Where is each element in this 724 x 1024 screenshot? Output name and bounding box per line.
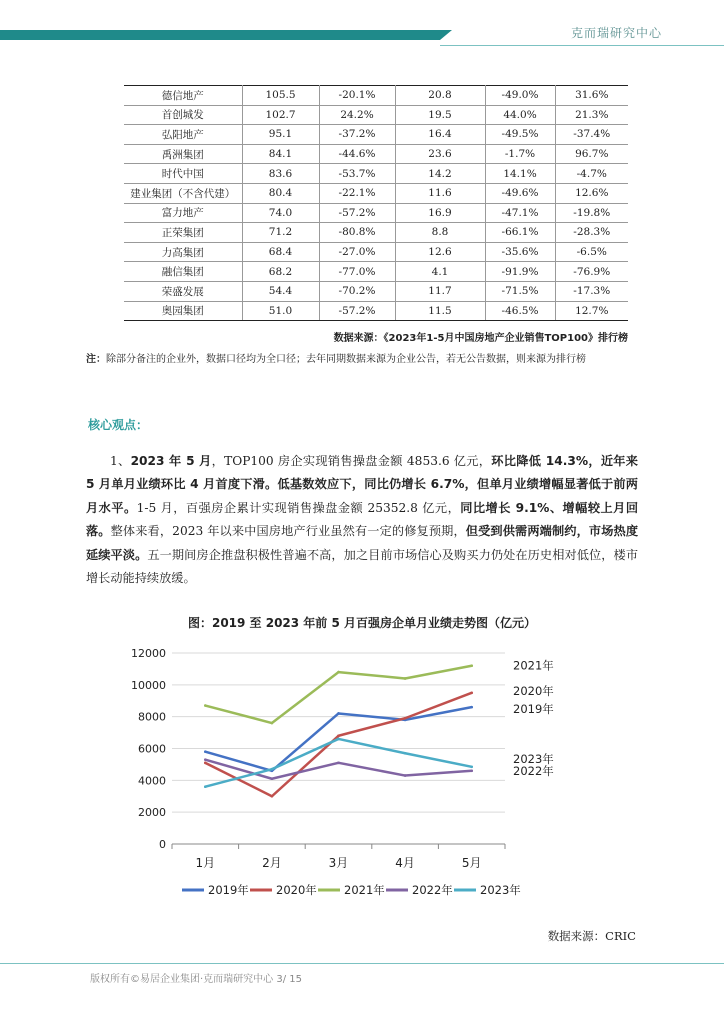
value-cell: 4.1 bbox=[395, 262, 485, 282]
ranking-table bbox=[124, 85, 628, 321]
value-cell: 12.6% bbox=[555, 183, 628, 203]
value-cell: -53.7% bbox=[319, 164, 395, 184]
y-tick-label: 4000 bbox=[138, 774, 166, 788]
value-cell: 24.2% bbox=[319, 105, 395, 125]
table-row bbox=[124, 183, 628, 203]
y-tick-label: 6000 bbox=[138, 742, 166, 756]
legend-label: 2021年 bbox=[344, 883, 385, 897]
legend-label: 2020年 bbox=[276, 883, 317, 897]
para-seg-3: 1-5 月，百强房企累计实现销售操盘金额 25352.8 亿元， bbox=[136, 500, 461, 515]
value-cell: 102.7 bbox=[242, 105, 319, 125]
value-cell: 16.9 bbox=[395, 203, 485, 223]
value-cell: -70.2% bbox=[319, 281, 395, 301]
header-brand: 克而瑞研究中心 bbox=[570, 26, 662, 40]
value-cell: 54.4 bbox=[242, 281, 319, 301]
value-cell: 12.7% bbox=[555, 301, 628, 321]
value-cell: -66.1% bbox=[485, 223, 555, 243]
table-row bbox=[124, 164, 628, 184]
series-4-point bbox=[470, 766, 473, 769]
value-cell: -76.9% bbox=[555, 262, 628, 282]
series-1-point bbox=[337, 734, 340, 737]
value-cell: 51.0 bbox=[242, 301, 319, 321]
series-2-point bbox=[204, 704, 207, 707]
note-text: 除部分备注的企业外，数据口径均为全口径；去年同期数据来源为企业公告，若无公告数据，则来源为排行榜 bbox=[106, 354, 586, 365]
y-tick-label: 2000 bbox=[138, 806, 166, 820]
series-4-point bbox=[337, 738, 340, 741]
series-end-label: 2021年 bbox=[513, 658, 554, 673]
value-cell: 68.4 bbox=[242, 242, 319, 262]
series-end-label: 2020年 bbox=[513, 683, 554, 698]
table-source: 数据来源：《2023年1-5月中国房地产企业销售TOP100》排行榜 bbox=[333, 333, 628, 344]
x-tick-label: 2月 bbox=[262, 856, 282, 870]
series-0-point bbox=[470, 706, 473, 709]
core-paragraph bbox=[86, 450, 638, 590]
series-2-point bbox=[337, 671, 340, 674]
para-seg-4: 整体来看，2023 年以来中国房地产行业虽然有一定的修复预期， bbox=[110, 524, 466, 539]
para-bold-3: 同比增长 9.1%、增幅较上月回落。 bbox=[86, 500, 639, 539]
series-1-point bbox=[204, 762, 207, 765]
value-cell: -1.7% bbox=[485, 144, 555, 164]
series-4-segment bbox=[339, 739, 406, 753]
chart-source: 数据来源：CRIC bbox=[547, 929, 636, 943]
value-cell: 12.6 bbox=[395, 242, 485, 262]
company-name-cell: 力高集团 bbox=[124, 242, 242, 262]
value-cell: -49.5% bbox=[485, 125, 555, 145]
company-name-cell: 首创城发 bbox=[124, 105, 242, 125]
value-cell: -22.1% bbox=[319, 183, 395, 203]
value-cell: 83.6 bbox=[242, 164, 319, 184]
series-3-segment bbox=[405, 771, 472, 776]
value-cell: -47.1% bbox=[485, 203, 555, 223]
series-2-point bbox=[404, 677, 407, 680]
series-1-point bbox=[470, 691, 473, 694]
x-tick-label: 3月 bbox=[328, 856, 349, 870]
line-chart bbox=[130, 640, 600, 910]
header-accent-cap bbox=[440, 30, 452, 40]
series-end-label: 2019年 bbox=[513, 702, 554, 717]
para-bold-4: 但受到供需两端制约，市场热度延续平淡。 bbox=[86, 524, 639, 562]
value-cell: -35.6% bbox=[485, 242, 555, 262]
company-name-cell: 富力地产 bbox=[124, 203, 242, 223]
value-cell: -49.0% bbox=[485, 86, 555, 106]
value-cell: 31.6% bbox=[555, 86, 628, 106]
company-name-cell: 弘阳地产 bbox=[124, 125, 242, 145]
value-cell: 80.4 bbox=[242, 183, 319, 203]
value-cell: -37.2% bbox=[319, 125, 395, 145]
value-cell: -37.4% bbox=[555, 125, 628, 145]
section-title: 核心观点： bbox=[88, 418, 149, 432]
footer-text: 版权所有©易居企业集团·克而瑞研究中心 3/ 15 bbox=[90, 974, 302, 985]
value-cell: -71.5% bbox=[485, 281, 555, 301]
value-cell: -44.6% bbox=[319, 144, 395, 164]
company-name-cell: 融信集团 bbox=[124, 262, 242, 282]
series-4-point bbox=[271, 768, 274, 771]
table-row bbox=[124, 301, 628, 321]
series-4-point bbox=[204, 785, 207, 788]
series-2-point bbox=[470, 664, 473, 667]
value-cell: -57.2% bbox=[319, 301, 395, 321]
value-cell: -80.8% bbox=[319, 223, 395, 243]
header-accent-bar bbox=[0, 30, 440, 40]
series-4-point bbox=[404, 752, 407, 755]
value-cell: 68.2 bbox=[242, 262, 319, 282]
table-row bbox=[124, 144, 628, 164]
value-cell: -28.3% bbox=[555, 223, 628, 243]
value-cell: 8.8 bbox=[395, 223, 485, 243]
series-0-point bbox=[204, 750, 207, 753]
company-name-cell: 奥园集团 bbox=[124, 301, 242, 321]
legend-label: 2022年 bbox=[412, 883, 453, 897]
series-2-segment bbox=[205, 706, 272, 724]
y-tick-label: 0 bbox=[159, 838, 166, 851]
company-name-cell: 正荣集团 bbox=[124, 223, 242, 243]
value-cell: -46.5% bbox=[485, 301, 555, 321]
table-row bbox=[124, 125, 628, 145]
value-cell: 11.7 bbox=[395, 281, 485, 301]
para-seg-2: ，TOP100 房企实现销售操盘金额 4853.6 亿元， bbox=[211, 454, 492, 468]
series-end-label: 2023年 bbox=[513, 751, 554, 766]
company-name-cell: 荣盛发展 bbox=[124, 281, 242, 301]
series-3-point bbox=[404, 774, 407, 777]
series-0-point bbox=[337, 712, 340, 715]
header-rule bbox=[440, 45, 724, 46]
table-row bbox=[124, 242, 628, 262]
value-cell: 14.1% bbox=[485, 164, 555, 184]
value-cell: -20.1% bbox=[319, 86, 395, 106]
series-2-segment bbox=[405, 666, 472, 679]
series-1-point bbox=[404, 717, 407, 720]
series-2-segment bbox=[339, 672, 406, 678]
value-cell: -19.8% bbox=[555, 203, 628, 223]
para-seg-5: 五一期间房企推盘积极性普遍不高，加之目前市场信心及购买力仍处在历史相对低位，楼市增长动能持续放缓。 bbox=[86, 547, 639, 586]
value-cell: 23.6 bbox=[395, 144, 485, 164]
table-row bbox=[124, 203, 628, 223]
value-cell: 16.4 bbox=[395, 125, 485, 145]
series-3-point bbox=[470, 769, 473, 772]
value-cell: 20.8 bbox=[395, 86, 485, 106]
x-tick-label: 1月 bbox=[195, 856, 216, 870]
table-row bbox=[124, 281, 628, 301]
company-name-cell: 时代中国 bbox=[124, 164, 242, 184]
series-4-segment bbox=[205, 769, 272, 787]
company-name-cell: 德信地产 bbox=[124, 86, 242, 106]
table-note bbox=[86, 350, 686, 365]
table-row bbox=[124, 86, 628, 106]
footer-rule bbox=[0, 963, 724, 964]
para-bold-2: 环比降低 14.3%，近年来 5 月单月业绩环比 4 月首度下滑。低基数效应下，同比仍增长 6.7%，但单月业绩增幅显著低于前两月水平。 bbox=[86, 454, 638, 515]
para-seg-1: 1、 bbox=[110, 454, 131, 468]
series-2-segment bbox=[272, 672, 339, 723]
y-tick-label: 10000 bbox=[131, 678, 166, 692]
x-tick-label: 5月 bbox=[461, 856, 482, 870]
company-name-cell: 禹洲集团 bbox=[124, 144, 242, 164]
value-cell: -4.7% bbox=[555, 164, 628, 184]
value-cell: -27.0% bbox=[319, 242, 395, 262]
series-4-segment bbox=[405, 753, 472, 767]
series-3-point bbox=[337, 762, 340, 765]
value-cell: 19.5 bbox=[395, 105, 485, 125]
legend-label: 2023年 bbox=[480, 883, 521, 897]
table-row bbox=[124, 223, 628, 243]
series-1-segment bbox=[339, 718, 406, 736]
value-cell: -77.0% bbox=[319, 262, 395, 282]
company-name-cell: 建业集团（不含代建） bbox=[124, 183, 242, 203]
value-cell: -91.9% bbox=[485, 262, 555, 282]
legend-label: 2019年 bbox=[208, 883, 249, 897]
y-tick-label: 12000 bbox=[131, 647, 166, 660]
series-end-label: 2022年 bbox=[513, 763, 554, 778]
value-cell: -57.2% bbox=[319, 203, 395, 223]
y-tick-label: 8000 bbox=[138, 710, 166, 724]
series-3-point bbox=[271, 777, 274, 780]
series-3-point bbox=[204, 758, 207, 761]
figure-title: 图：2019 至 2023 年前 5 月百强房企单月业绩走势图（亿元） bbox=[187, 616, 537, 630]
value-cell: 44.0% bbox=[485, 105, 555, 125]
value-cell: 11.6 bbox=[395, 183, 485, 203]
value-cell: 14.2 bbox=[395, 164, 485, 184]
table-row bbox=[124, 262, 628, 282]
value-cell: 95.1 bbox=[242, 125, 319, 145]
para-bold-1: 2023 年 5 月 bbox=[130, 454, 212, 468]
value-cell: 21.3% bbox=[555, 105, 628, 125]
value-cell: -6.5% bbox=[555, 242, 628, 262]
x-tick-label: 4月 bbox=[395, 856, 415, 870]
value-cell: -49.6% bbox=[485, 183, 555, 203]
table-row bbox=[124, 105, 628, 125]
series-1-point bbox=[271, 795, 274, 798]
note-label: 注： bbox=[86, 354, 106, 365]
series-2-point bbox=[271, 722, 274, 725]
value-cell: 84.1 bbox=[242, 144, 319, 164]
value-cell: 71.2 bbox=[242, 223, 319, 243]
value-cell: 11.5 bbox=[395, 301, 485, 321]
series-3-segment bbox=[339, 763, 406, 776]
value-cell: 74.0 bbox=[242, 203, 319, 223]
value-cell: 105.5 bbox=[242, 86, 319, 106]
value-cell: -17.3% bbox=[555, 281, 628, 301]
value-cell: 96.7% bbox=[555, 144, 628, 164]
